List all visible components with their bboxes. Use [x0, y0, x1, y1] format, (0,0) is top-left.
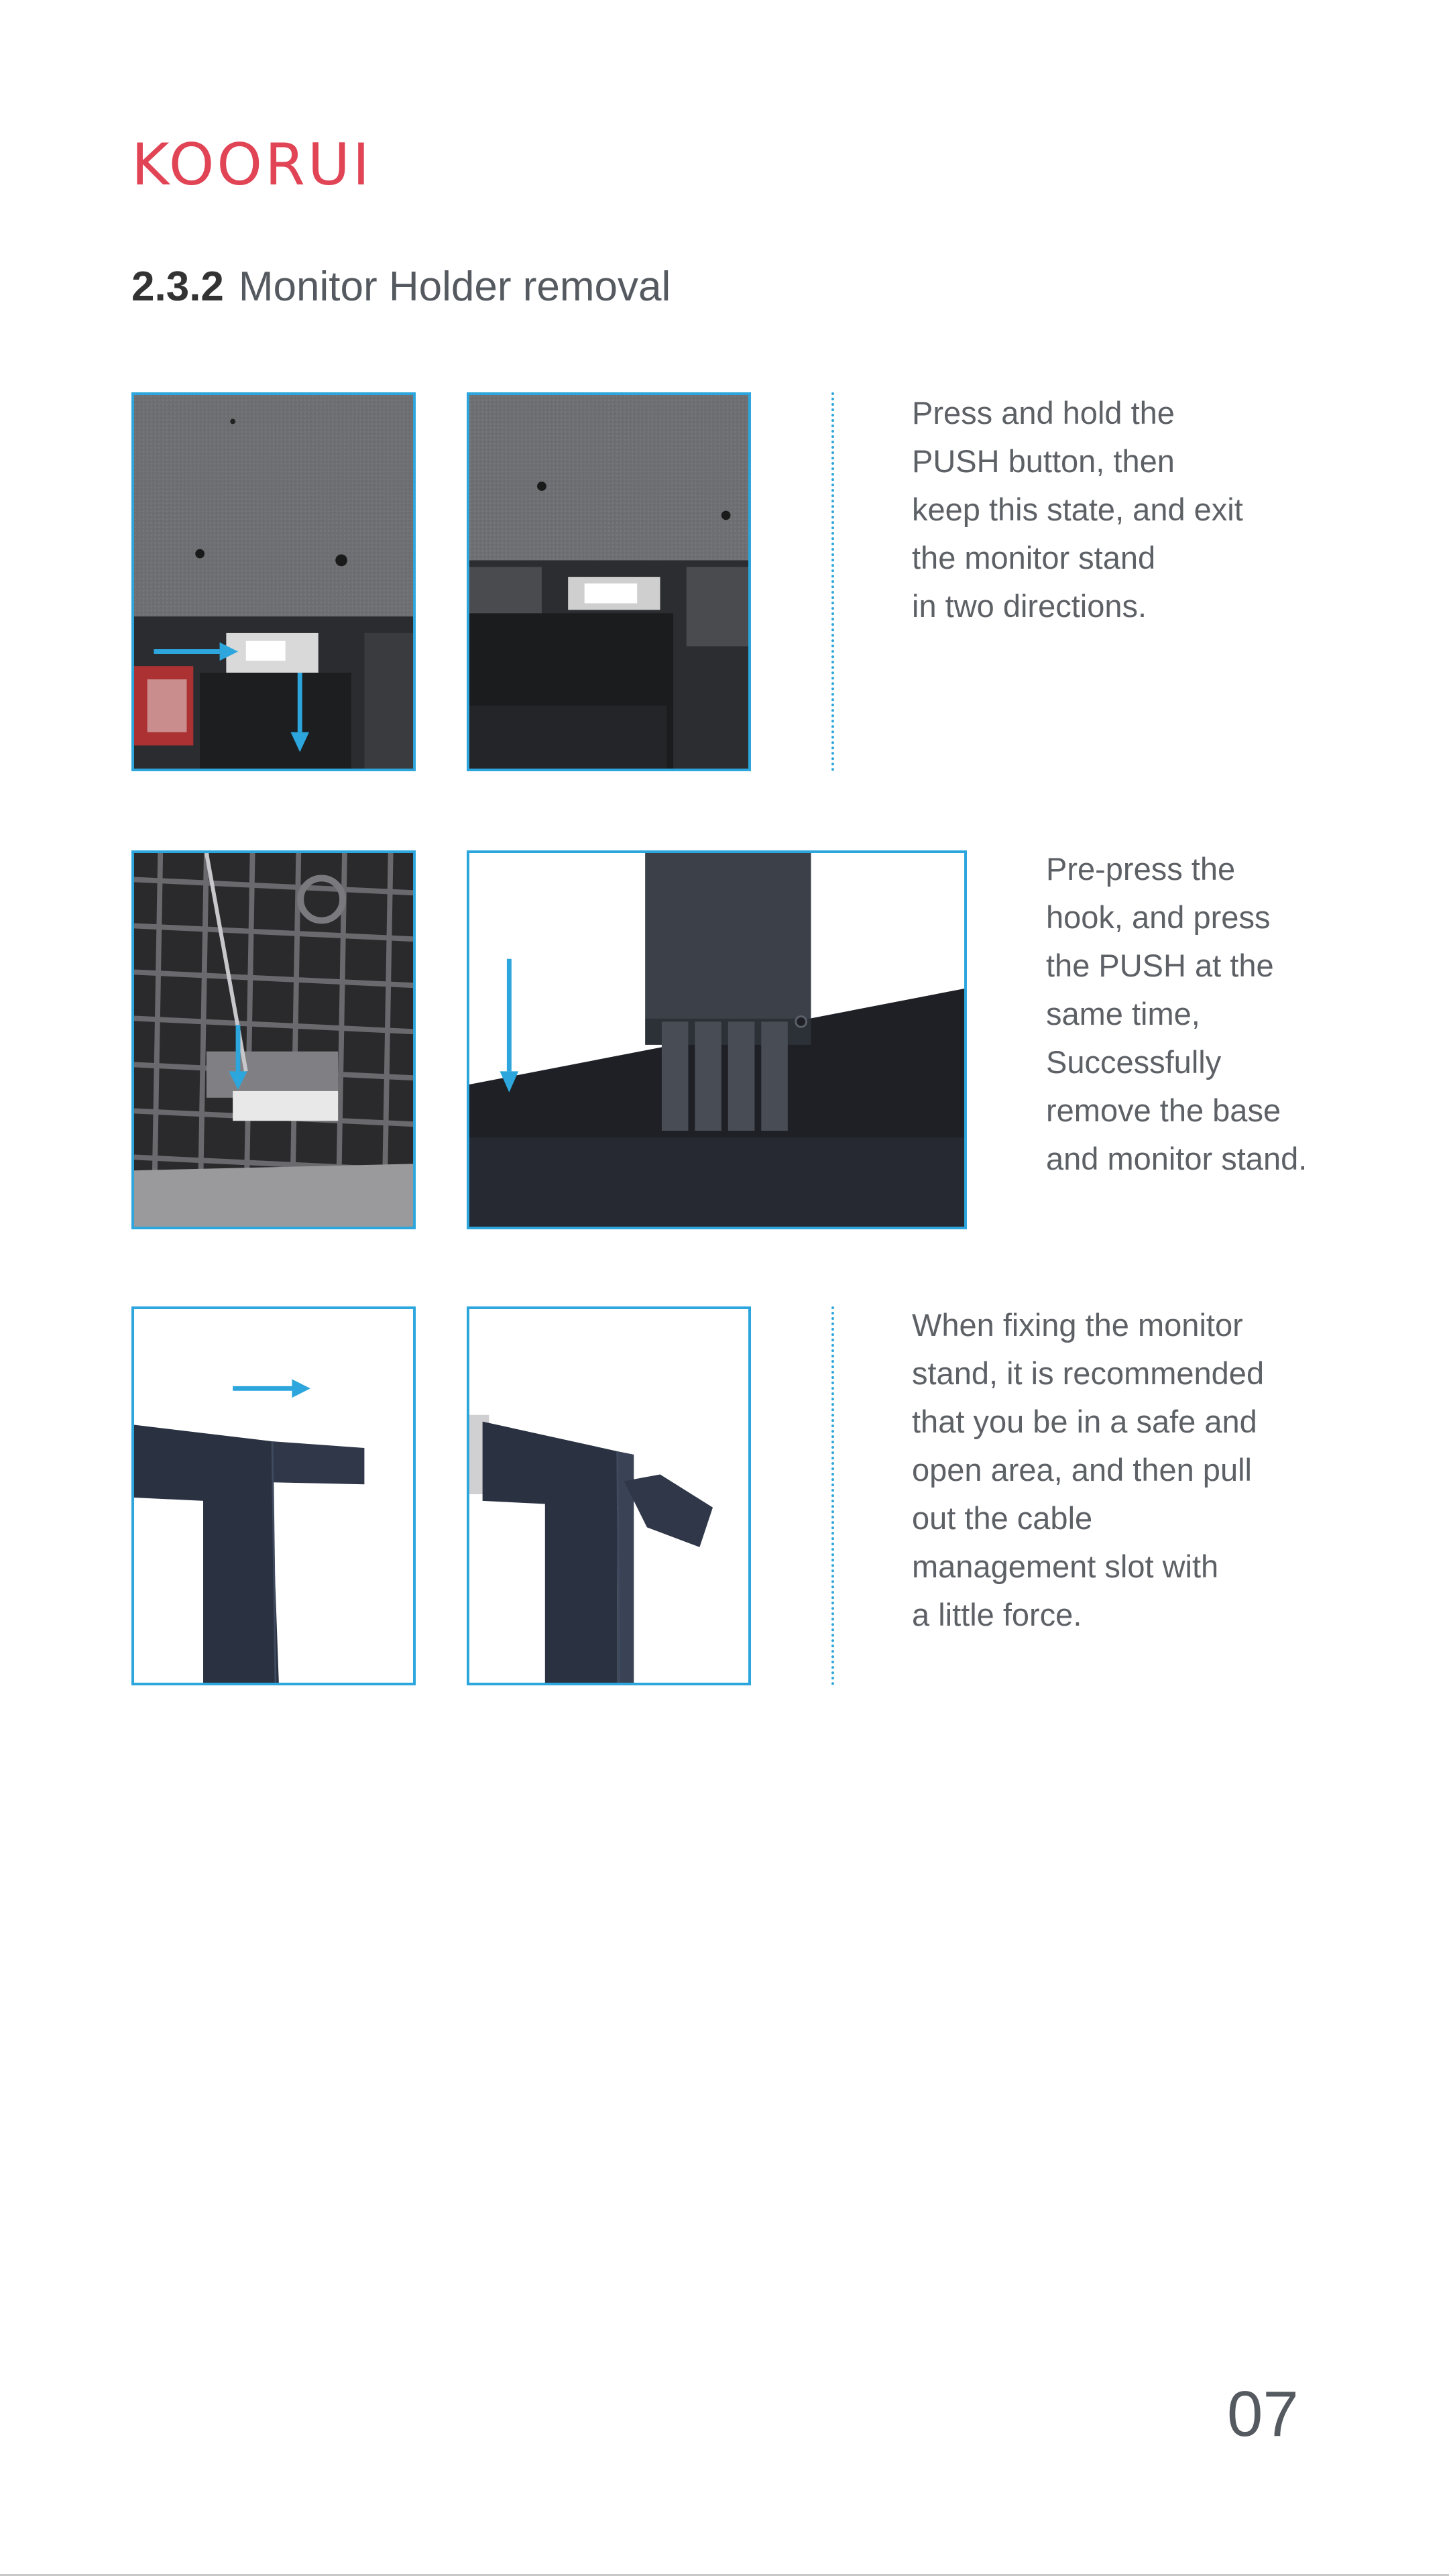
step2-line: the PUSH at the [1046, 948, 1274, 983]
step1-photo-push-button [131, 392, 416, 771]
step1-divider [831, 392, 834, 771]
step3-divider [831, 1306, 834, 1685]
step2-line: hook, and press [1046, 899, 1271, 935]
step1-line: in two directions. [912, 588, 1147, 624]
step3-line: open area, and then pull [912, 1452, 1252, 1488]
step2-photo-stand-release [467, 850, 967, 1229]
step2-line: Successfully [1046, 1044, 1222, 1080]
step3-photo-slot-closed [131, 1306, 416, 1685]
step2-line: remove the base [1046, 1093, 1281, 1128]
step1-line: keep this state, and exit [912, 492, 1243, 527]
step3-line: a little force. [912, 1597, 1082, 1632]
step1-photo-stand-exit [467, 392, 751, 771]
section-heading [131, 263, 671, 311]
step2-instructions [1046, 845, 1307, 1183]
step3-line: that you be in a safe and [912, 1404, 1257, 1439]
koorui-logo: KOORUI [131, 131, 373, 199]
section-title: Monitor Holder removal [238, 264, 671, 310]
step3-instructions [912, 1301, 1264, 1639]
step1-line: Press and hold the [912, 395, 1175, 431]
step2-line: same time, [1046, 996, 1200, 1031]
step2-line: and monitor stand. [1046, 1141, 1308, 1176]
step2-line: Pre-press the [1046, 851, 1236, 887]
step3-line: When fixing the monitor [912, 1307, 1243, 1343]
step2-photo-hook [131, 850, 416, 1229]
step3-photo-slot-open [467, 1306, 751, 1685]
step3-line: management slot with [912, 1549, 1219, 1584]
step3-line: stand, it is recommended [912, 1355, 1265, 1391]
step1-line: PUSH button, then [912, 443, 1175, 479]
step3-line: out the cable [912, 1500, 1093, 1536]
page-number: 07 [1227, 2378, 1299, 2450]
step1-instructions [912, 389, 1243, 630]
section-number: 2.3.2 [131, 264, 224, 310]
step1-line: the monitor stand [912, 540, 1156, 575]
